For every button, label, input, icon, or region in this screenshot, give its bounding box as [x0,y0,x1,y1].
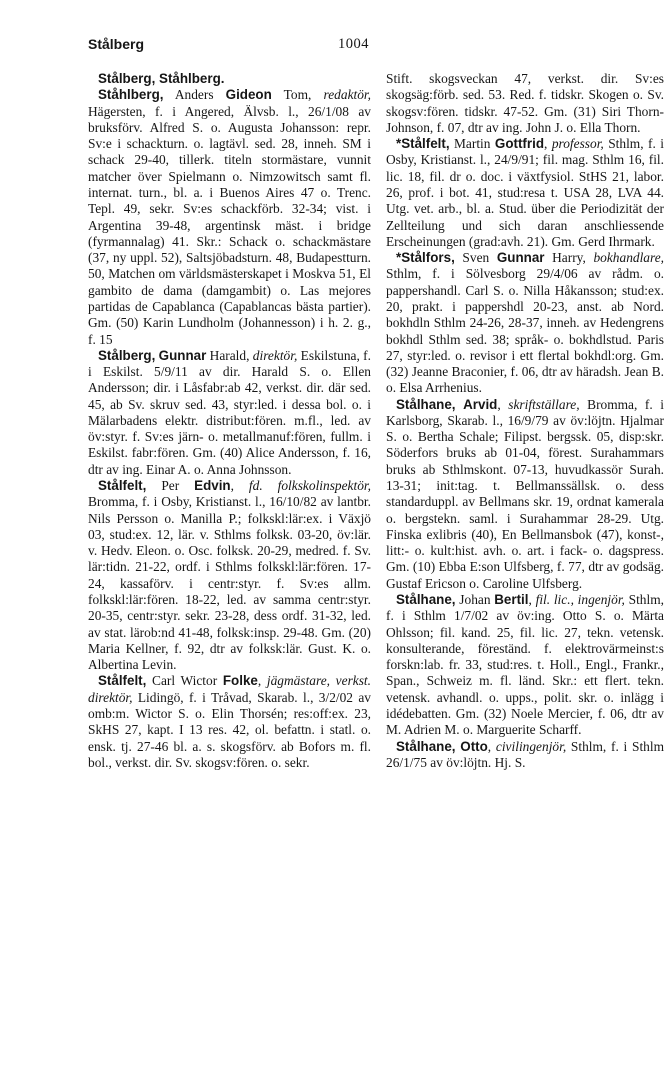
entry-first-names: Anders [163,87,226,103]
entry [386,592,664,739]
entry [88,71,371,87]
entry-headword: Stålhane, [396,592,456,607]
entry-first-names: Carl Wictor [146,673,223,689]
entry-body: Hägersten, f. i Angered, Älvsb. l., 26/1/08 av bruksförv. Alfred S. o. Augusta Johansson: repr. Sv:e i schackturn. o. lagtävl. sed. 28, inneh. SM i schack 29-40, tillerk. titeln stormästare, vunnit matcher över Spielmann o. Nimzowitsch samt fl. internat. turn., bl. a. i Buenos Aires 47 o. Trenc. Tepl. 49, sekr. Sv:es schackförb. 32-34; vist. i Argentina 39-48, argentinsk mäst. i bridge (fyrmannalag) 41. Skr.: Schack o. schackmästare (37, ny uppl. 52), Saltsjöbadsturn. 48, Budapestturn. 50, Matchen om världsmästerskapet i Moskva 51, El gambito de dama (damgambit) o. Las mejores partidas de Capablanca (Capablancas bästa partier). Gm. (50) Karin Lundholm (Johannesson) i h. 2. g., f. 15 [88,103,371,347]
entry-first-names: Johan [455,592,495,607]
page-number: 1004 [338,36,369,52]
entry-more-names: , [544,136,552,152]
entry [386,250,664,397]
entry-occupation: redaktör, [323,87,371,103]
entry-given-name: Otto [460,738,488,754]
entry-given-name: Gunnar [158,347,207,363]
entry-first-names: Martin [449,136,495,152]
entry-first-names [456,397,464,412]
entry-more-names: , [497,396,509,412]
entry-headword: Stålfelt, [98,478,147,494]
entry-body: Lidingö, f. i Tråvad, Skarab. l., 3/2/02 av omb:m. Wictor S. o. Elin Thorsén; res:off:ex. 23, SkHS 27, kapt. I 13 res. 42, ol. befattn. i statl. o. ensk. tj. 27-46 bl. a. s. skogsförv. ab Bofors m. fl. bol., verkst. dir. Sv. skogsv:fören. o. sekr. [88,689,371,770]
entry [88,478,371,673]
entry-occupation: skriftställare, [508,396,580,412]
page-header [0,36,664,60]
entry-given-name: Edvin [194,478,231,494]
entry [386,136,664,250]
entry-body: Stift. skogsveckan 47, verkst. dir. Sv:es skogsäg:förb. sed. 53. Red. f. tidskr. Skogen o. Sv. skogsv:fören. tidskr. 47-52. Gm. (31) Siri Thorn-Johnson, f. 07, dtr av ing. John J. o. Ella Thorn. [386,71,664,135]
entry-body: Bromma, f. i Osby, Kristianst. l., 16/10/82 av lantbr. Nils Persson o. Manilla P.; folkskl:lär:ex. i Växjö 03, stud:ex. 12, lär. v. Sthlms folksk. 03-20, öv:lär. v. Hedv. Eleon. o. Osc. folksk. 20-29, medred. f. Sv. lär:tidn. 21-22, ordf. i Sthlms folkskl:lär:fören. 17-24, kassaförv. i centr:styr. f. Sv:es allm. folkskl:lär:fören. 18-22, led. av samma centr:styr. 20-35, centr:styr. sekr. 23-28, dess ordf. 31-32, led. av stat. lärob:nd 41-48, folksk:insp. 29-48. Gm. (20) Maria Kellner, f. 92, dtr av folksk:lär. Gust. K. o. Albertina Levin. [88,494,371,673]
entry-given-name: Bertil [494,592,529,607]
entry-more-names: Harald, [206,347,253,363]
entry [88,348,371,478]
left-column [88,71,371,771]
right-column [386,71,664,771]
entry-body: Bromma, f. i Karlsborg, Skarab. l., 16/9/79 av öv:löjtn. Hjalmar S. o. Bertha Schale; Filipst. bergssk. 05, disp:skr. Söderfors bruks ab 01-04, förest. Surahammars bruks ab Sthlmskont. 07-13, huvudkassör Surah. 13-31; init:tag. t. Bellmanssällsk. o. dess standarduppl. av Bellmans skr. 19, ordnat kamerala o. bergstekn. saml. i Surahammar 28-29. Utg. Finska exlibris (40), En Bellmansbok (47), konst-, litt:- o. kult:hist. avh. o. art. i fack- o. dagspress. Gm. (10) Ebba E:son Ulfsberg, f. 77, dtr av godsäg. Gustaf Ericson o. Caroline Ulfsberg. [386,396,664,591]
entry-headword: *Stålfors, [396,250,455,266]
entry-more-names: , [487,738,496,754]
entry-occupation: fil. lic., ingenjör, [535,592,625,607]
entry [88,87,371,348]
entry-occupation: jägmästare, verkst. direktör, [88,673,371,705]
entry-first-names: Sven [454,250,497,266]
entry-first-names: Per [146,478,195,494]
entry-body: Sthlm, f. i Sthlm 1/7/02 av öv:ing. Otto S. o. Märta Ohlsson; fil. kand. 25, fil. lic. 27, tekn. vetensk. konsulterande, föreständ. f. elektrovärmeinst:s forskn:lab. fr. 33, stud:res. t. Holl., Engl., Frankr., Span., Schweiz m. fl. länd. Skr.: ett flert. tekn. vetensk. avhandl. o. upps., polit. skr. o. inlägg i idédebatten. Gm. (32) Noele Mercier, f. 06, dtr av M. Adrien M. o. Marguerite Scharff. [386,592,664,738]
entry [386,397,664,592]
entry [88,673,371,771]
entry-more-names: Harry, [544,250,594,266]
entry-more-names: , [528,592,536,607]
entry-headword: Stålhane, [396,738,456,754]
entry-occupation: bokhandlare, [593,250,664,266]
entry-headword: Ståhlberg, [98,87,164,103]
entry-occupation: civilingenjör, [495,738,567,754]
entry-headword: Stålfelt, [98,673,147,689]
entry-headword: *Stålfelt, [396,136,450,152]
entry-body: Sthlm, f. i Sölvesborg 29/4/06 av rådm. o. pappershandl. Carl S. o. Nilla Håkansson; stud:ex. 20, prakt. i pappershdl 20-23, anst. ab Nord. bokhdln Sthlm 24-26, 28-37, inneh. av Hedengrens bokhdl Sthlm sed. 38; språk- o. bokhdlstud. Paris 27, styr:led. o. revisor i ett flertal bokhdl:org. Gm. (32) Jeanne Braconier, f. 06, dtr av häradsh. Jean B. o. Elsa Arrhenius. [386,266,664,396]
entry-headword: Stålberg, [98,347,156,363]
entry [386,739,664,772]
entry-given-name: Folke [222,673,258,689]
entry-given-name: Gottfrid [494,136,545,152]
entry-continuation [386,71,664,136]
entry-more-names: , [230,478,249,494]
entry-given-name: Gunnar [496,250,545,266]
running-head: Stålberg [88,36,145,52]
entry-occupation: direktör, [252,347,298,363]
entry-given-name: Arvid [463,396,498,412]
entry-occupation: fd. folkskolinspektör, [248,478,371,494]
entry-body: Sthlm, f. i Osby, Kristianst. l., 24/9/91; fil. mag. Sthlm 16, fil. lic. 18, fil. dr o. doc. i växtfysiol. StHS 21, labor. 26, prof. i bot. 41, stud:resa t. USA 28, LVA 44. Utg. vet. arb., bl. a. Stud. über die Periodizität der Zellteilung und sich daran anschliessende Erscheinungen (grad:avh. 21). Gm. Gerd Ihrmark. [386,136,664,249]
entry-occupation: professor, [551,136,604,152]
entry-body: Sthlm, f. i Sthlm 26/1/75 av öv:löjtn. Hj. S. [386,738,664,770]
entry-body: Eskilstuna, f. i Eskilst. 5/9/11 av dir. Harald S. o. Ellen Andersson; dir. i Låsfabr:ab 42, verkst. dir. där sed. 45, ab Sv. skruv sed. 43, styr:led. i dessa bol. o. i Mälarbadens elektr. distribut:fören. m.fl., led. av öv:styr. f. Sv:es järn- o. metallmanuf:fören, fullm. i Eskilst. fabr:fören. Gm. (40) Alice Andersson, f. 16, dtr av ing. Einar A. o. Anna Johnsson. [88,347,371,477]
entry-given-name: Gideon [225,87,272,103]
entry-more-names: Tom, [271,87,324,103]
entry-headword: Stålberg, Ståhlberg. [98,71,225,86]
entry-headword: Stålhane, [396,396,456,412]
entry-more-names: , [257,673,267,689]
